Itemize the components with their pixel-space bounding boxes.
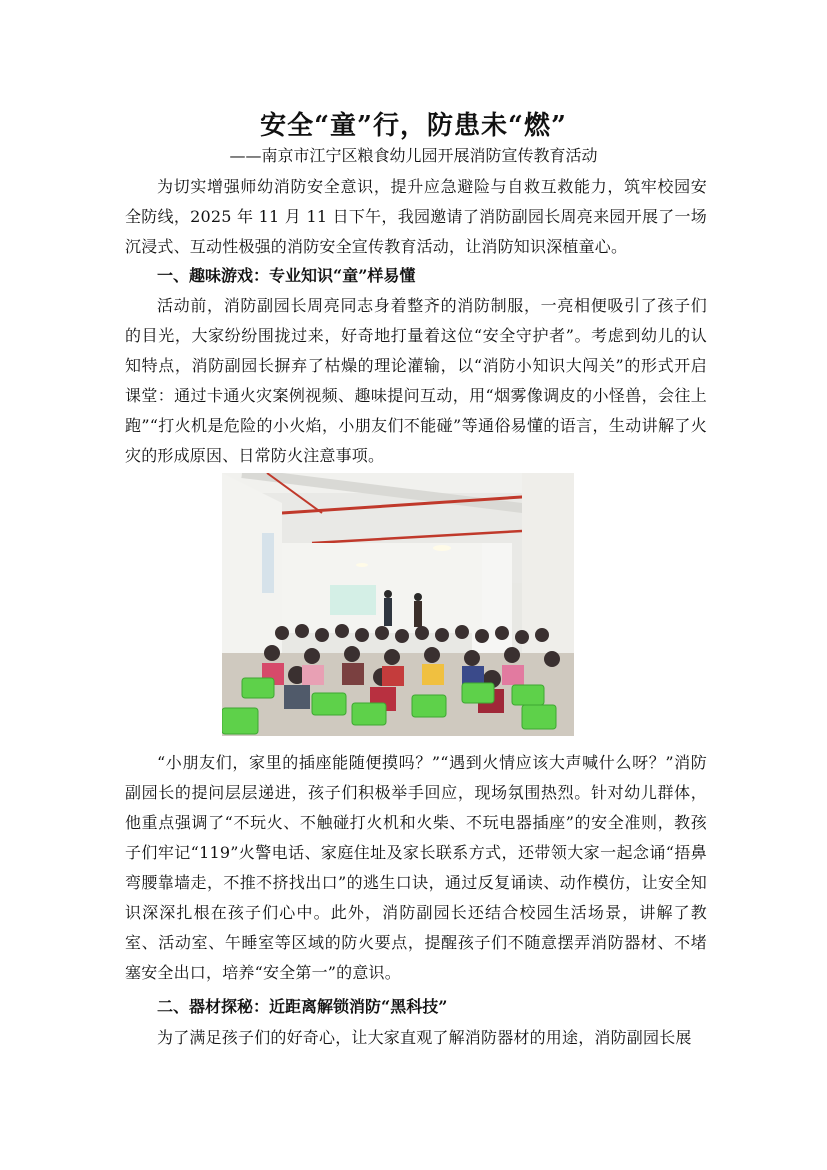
article-title: 安全“童”行，防患未“燃” <box>260 111 567 141</box>
section-1-paragraph-1: 活动前，消防副园长周亮同志身着整齐的消防制服，一亮相便吸引了孩子们的目光，大家纷纷围拢过来，好奇地打量着这位“安全守护者”。考虑到幼儿的认知特点，消防副园长摒弃了枯燥的理论灌输，以“消防小知识大闯关”的形式开启课堂：通过卡通火灾案例视频、趣味提问互动，用“烟雾像调皮的小怪兽，会往上跑”“打火机是危险的小火焰，小朋友们不能碰”等通俗易懂的语言，生动讲解了火灾的形成原因、日常防火注意事项。 <box>125 296 707 465</box>
article-subtitle: ——南京市江宁区粮食幼儿园开展消防宣传教育活动 <box>229 146 598 165</box>
intro-paragraph: 为切实增强师幼消防安全意识，提升应急避险与自救互救能力，筑牢校园安全防线，2025 年 11 月 11 日下午，我园邀请了消防副园长周亮来园开展了一场沉浸式、互动性极强的消防安全宣传教育活动，让消防知识深植童心。 <box>125 177 707 256</box>
section-1-paragraph-2: “小朋友们，家里的插座能随便摸吗？”“遇到火情应该大声喊什么呀？”消防副园长的提问层层递进，孩子们积极举手回应，现场氛围热烈。针对幼儿群体，他重点强调了“不玩火、不触碰打火机和火柴、不玩电器插座”的安全准则，教孩子们牢记“119”火警电话、家庭住址及家长联系方式，还带领大家一起念诵“捂鼻弯腰靠墙走，不推不挤找出口”的逃生口诀，通过反复诵读、动作模仿，让安全知识深深扎根在孩子们心中。此外，消防副园长还结合校园生活场景，讲解了教室、活动室、午睡室等区域的防火要点，提醒孩子们不随意摆弄消防器材、不堵塞安全出口，培养“安全第一”的意识。 <box>125 753 707 982</box>
classroom-photo-illustration <box>222 473 574 736</box>
activity-photo <box>222 473 574 736</box>
section-2-paragraph-1: 为了满足孩子们的好奇心，让大家直观了解消防器材的用途，消防副园长展 <box>157 1028 692 1047</box>
section-1-heading: 一、趣味游戏：专业知识“童”样易懂 <box>157 266 416 285</box>
section-2-heading: 二、器材探秘：近距离解锁消防“黑科技” <box>157 997 448 1016</box>
